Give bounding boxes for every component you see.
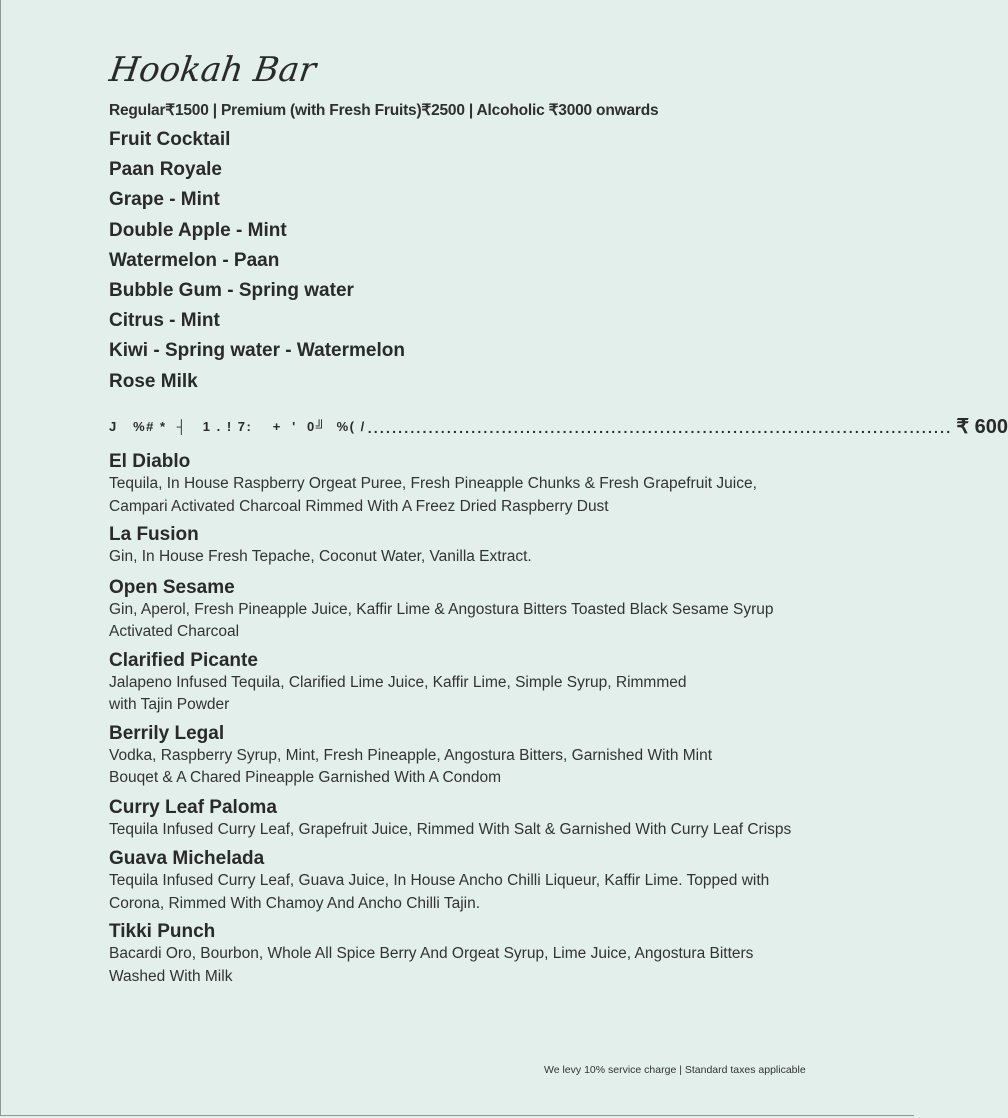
flavour-item: Rose Milk bbox=[109, 370, 198, 392]
cocktail-item bbox=[109, 576, 829, 644]
hookah-pricing: Regular₹1500 | Premium (with Fresh Fruits)₹2500 | Alcoholic ₹3000 onwards bbox=[109, 102, 659, 119]
cocktail-name: Curry Leaf Paloma bbox=[109, 796, 277, 818]
cocktail-description: Tequila Infused Curry Leaf, Guava Juice, In House Ancho Chilli Liqueur, Kaffir Lime. Topped with Corona, Rimmed With Chamoy And Ancho Chilli Tajin. bbox=[109, 872, 770, 912]
cocktail-description: Bacardi Oro, Bourbon, Whole All Spice Berry And Orgeat Syrup, Lime Juice, Angostura Bitters Washed With Milk bbox=[109, 945, 754, 985]
cocktail-description: Gin, In House Fresh Tepache, Coconut Water, Vanilla Extract. bbox=[109, 548, 532, 565]
flavour-item: Fruit Cocktail bbox=[109, 129, 231, 150]
flavour-item: Citrus - Mint bbox=[109, 310, 220, 332]
cocktail-name: Tikki Punch bbox=[109, 921, 216, 942]
hookah-flavour-list bbox=[109, 126, 405, 398]
cocktail-item bbox=[109, 796, 829, 842]
flavour-item: Bubble Gum - Spring water bbox=[109, 279, 354, 301]
cocktail-name: Berrily Legal bbox=[109, 722, 225, 744]
flavour-item: Watermelon - Paan bbox=[109, 249, 280, 271]
service-charge-note: We levy 10% service charge | Standard taxes applicable bbox=[544, 1064, 806, 1076]
cocktail-section-header bbox=[109, 412, 1008, 440]
cocktail-item bbox=[109, 920, 829, 988]
hookah-bar-title: Hookah Bar bbox=[107, 50, 319, 90]
cocktail-description: Tequila, In House Raspberry Orgeat Puree, Fresh Pineapple Chunks & Fresh Grapefruit Juice, Campari Activated Charcoal Rimmed With A Freez Dried Raspberry Dust bbox=[109, 475, 757, 515]
cocktail-description: Tequila Infused Curry Leaf, Grapefruit Juice, Rimmed With Salt & Garnished With Curry Leaf Crisps bbox=[109, 820, 792, 838]
cocktail-description: Gin, Aperol, Fresh Pineapple Juice, Kaffir Lime & Angostura Bitters Toasted Black Sesame Syrup Activated Charcoal bbox=[109, 600, 774, 640]
cocktail-list bbox=[109, 450, 829, 988]
cocktail-item bbox=[109, 450, 829, 518]
cocktail-description: Jalapeno Infused Tequila, Clarified Lime Juice, Kaffir Lime, Simple Syrup, Rimmmed with Tajin Powder bbox=[109, 673, 687, 713]
cocktail-description: Vodka, Raspberry Syrup, Mint, Fresh Pineapple, Angostura Bitters, Garnished With Mint Bouqet & A Chared Pineapple Garnished With A Condom bbox=[109, 746, 713, 786]
cocktail-name: Open Sesame bbox=[109, 576, 235, 598]
flavour-item: Kiwi - Spring water - Watermelon bbox=[109, 340, 405, 362]
cocktail-item bbox=[109, 847, 829, 915]
cocktail-item bbox=[109, 523, 829, 569]
cocktail-name: El Diablo bbox=[109, 451, 191, 472]
flavour-item: Grape - Mint bbox=[109, 189, 220, 211]
flavour-item: Paan Royale bbox=[109, 159, 222, 181]
cocktail-item bbox=[109, 722, 829, 790]
cocktail-name: Guava Michelada bbox=[109, 848, 265, 869]
cocktail-section-title: J %# * ┤ 1 . ! 7: + ' 0╝ %( / bbox=[109, 418, 366, 434]
cocktail-item bbox=[109, 649, 829, 717]
flavour-item: Double Apple - Mint bbox=[109, 219, 287, 241]
dot-leader: ................................................................................................ bbox=[367, 420, 953, 436]
cocktail-section-price: ₹ 600 bbox=[956, 415, 1008, 438]
cocktail-name: La Fusion bbox=[109, 524, 199, 545]
cocktail-name: Clarified Picante bbox=[109, 649, 258, 671]
